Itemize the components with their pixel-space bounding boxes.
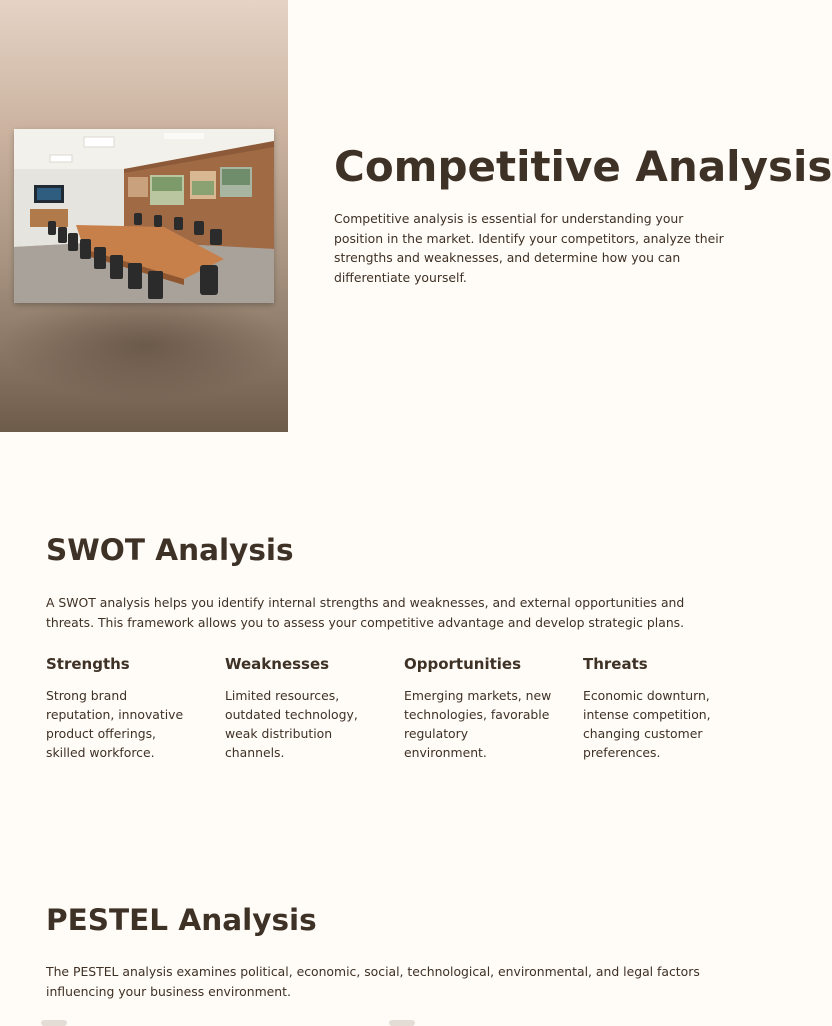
swot-weaknesses bbox=[225, 654, 375, 762]
page-title: Competitive Analysis bbox=[334, 142, 832, 191]
swot-opportunities bbox=[404, 654, 554, 762]
swot-body: Strong brand reputation, innovative product offerings, skilled workforce. bbox=[46, 688, 184, 760]
pestel-title: PESTEL Analysis bbox=[46, 903, 317, 937]
conference-room-image bbox=[14, 129, 274, 303]
swot-heading: Strengths bbox=[46, 655, 130, 673]
pestel-description: The PESTEL analysis examines political, economic, social, technological, environmental, and legal factors influencing your business environment. bbox=[46, 964, 700, 999]
swot-title: SWOT Analysis bbox=[46, 533, 294, 567]
swot-body: Limited resources, outdated technology, weak distribution channels. bbox=[225, 688, 358, 760]
swot-body: Emerging markets, new technologies, favorable regulatory environment. bbox=[404, 688, 552, 760]
pestel-card-edge bbox=[389, 1020, 415, 1026]
swot-heading: Threats bbox=[583, 655, 648, 673]
swot-strengths bbox=[46, 654, 196, 762]
hero-description: Competitive analysis is essential for understanding your position in the market. Identify your competitors, analyze their strengths and weaknesses, and determine how you can differentiate yourself. bbox=[334, 211, 724, 285]
swot-description: A SWOT analysis helps you identify internal strengths and weaknesses, and external opportunities and threats. This framework allows you to assess your competitive advantage and develop strategic plans. bbox=[46, 595, 685, 630]
swot-heading: Opportunities bbox=[404, 655, 522, 673]
hero-image-panel bbox=[0, 0, 288, 432]
pestel-card-edge bbox=[41, 1020, 67, 1026]
swot-heading: Weaknesses bbox=[225, 655, 330, 673]
swot-threats bbox=[583, 654, 733, 762]
swot-body: Economic downturn, intense competition, changing customer preferences. bbox=[583, 688, 711, 760]
hero-section bbox=[0, 0, 832, 432]
